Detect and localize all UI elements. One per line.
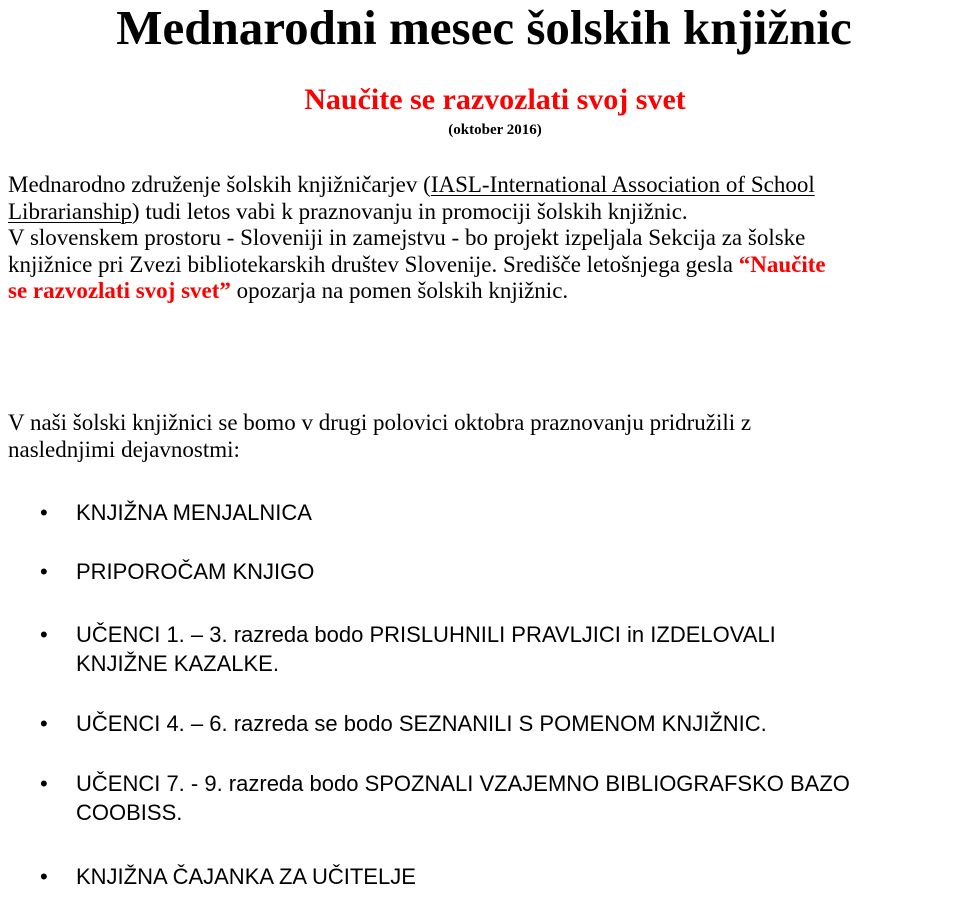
bullet-icon: • bbox=[40, 771, 48, 796]
list-item-text bbox=[76, 709, 767, 738]
intro-line-1 bbox=[8, 172, 826, 199]
list-item-line: PRIPOROČAM KNJIGO bbox=[76, 559, 315, 584]
slogan-highlight-continued: se razvozlati svoj svet” bbox=[8, 278, 231, 303]
intro-line-2 bbox=[8, 199, 826, 226]
intro-text: ) tudi letos vabi k praznovanju in promociji šolskih knjižnic. bbox=[131, 198, 688, 224]
list-item-text bbox=[76, 620, 776, 678]
slogan-subtitle: Naučite se razvozlati svoj svet bbox=[304, 83, 686, 116]
bullet-icon: • bbox=[40, 711, 48, 736]
list-item-text bbox=[76, 557, 314, 586]
bullet-icon: • bbox=[40, 500, 48, 525]
intro-text: Mednarodno združenje šolskih knjižničarjev ( bbox=[8, 172, 431, 197]
iasl-link[interactable]: IASL-International Association of School bbox=[430, 172, 815, 197]
page-title: Mednarodni mesec šolskih knjižnic bbox=[116, 0, 852, 55]
list-item-text bbox=[76, 498, 312, 527]
list-item-line: COOBISS. bbox=[76, 800, 183, 825]
list-item-line: UČENCI 7. - 9. razreda bodo SPOZNALI VZAJEMNO BIBLIOGRAFSKO BAZO bbox=[76, 771, 850, 796]
intro-text: knjižnice pri Zvezi bibliotekarskih društev Slovenije. Središče letošnjega gesla bbox=[8, 251, 739, 277]
list-item-text bbox=[76, 769, 850, 827]
date-line: (oktober 2016) bbox=[448, 122, 542, 138]
list-item-line: UČENCI 4. – 6. razreda se bodo SEZNANILI S POMENOM KNJIŽNIC. bbox=[76, 711, 767, 736]
slogan-highlight: “Naučite bbox=[738, 251, 826, 277]
intro-text: opozarja na pomen šolskih knjižnic. bbox=[230, 278, 569, 303]
iasl-link-continued[interactable]: Librarianship bbox=[8, 198, 132, 224]
intro-line-3: V slovenskem prostoru - Sloveniji in zamejstvu - bo projekt izpeljala Sekcija za šolske bbox=[8, 225, 806, 250]
activities-intro-line-2: naslednjimi dejavnostmi: bbox=[8, 436, 240, 462]
bullet-icon: • bbox=[40, 864, 48, 889]
intro-paragraph bbox=[8, 172, 826, 305]
activities-intro-paragraph bbox=[8, 410, 751, 463]
list-item-line: KNJIŽNE KAZALKE. bbox=[76, 651, 279, 676]
activities-intro-line-1: V naši šolski knjižnici se bomo v drugi polovici oktobra praznovanju pridružili z bbox=[8, 410, 752, 435]
list-item-line: UČENCI 1. – 3. razreda bodo PRISLUHNILI PRAVLJICI in IZDELOVALI bbox=[76, 622, 776, 647]
intro-line-4 bbox=[8, 252, 826, 279]
list-item-text bbox=[76, 862, 416, 891]
list-item-line: KNJIŽNA ČAJANKA ZA UČITELJE bbox=[76, 864, 416, 889]
bullet-icon: • bbox=[40, 559, 48, 584]
intro-line-5 bbox=[8, 278, 826, 305]
bullet-icon: • bbox=[40, 622, 48, 647]
list-item-line: KNJIŽNA MENJALNICA bbox=[76, 500, 312, 525]
